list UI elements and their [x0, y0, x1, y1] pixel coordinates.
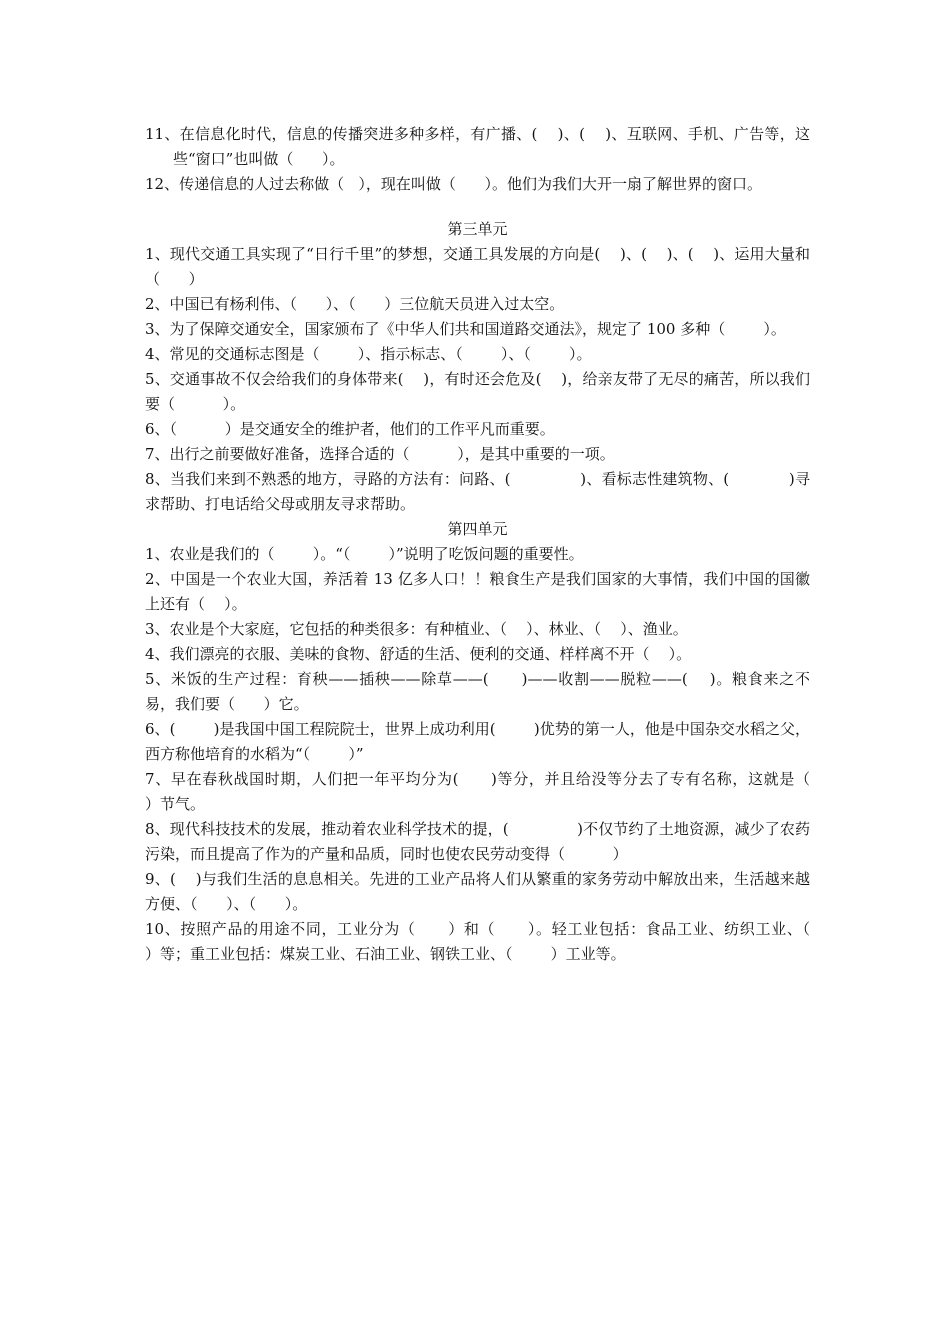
unit4-question-9: 9、( )与我们生活的息息相关。先进的工业产品将人们从繁重的家务劳动中解放出来，生活越来越方便、（ ）、（ ）。	[145, 870, 810, 913]
unit4-question-10: 10、按照产品的用途不同，工业分为（ ）和（ ）。轻工业包括：食品工业、纺织工业、（ ）等；重工业包括：煤炭工业、石油工业、钢铁工业、（ ）工业等。	[145, 920, 839, 963]
unit3-question-6: 6、（ ）是交通安全的维护者，他们的工作平凡而重要。	[145, 420, 555, 438]
document-body	[145, 122, 839, 967]
unit3-question-5: 5、交通事故不仅会给我们的身体带来( )，有时还会危及( )，给亲友带了无尽的痛苦，所以我们要（ ）。	[145, 370, 810, 413]
unit2-question-12: 12、传递信息的人过去称做（ ），现在叫做（ ）。他们为我们大开一扇了解世界的窗口。	[145, 175, 763, 193]
unit3-question-2: 2、中国已有杨利伟、（ ）、（ ）三位航天员进入过太空。	[145, 295, 565, 313]
unit4-question-4: 4、我们漂亮的衣服、美味的食物、舒适的生活、便利的交通、样样离不开（ ）。	[145, 645, 692, 663]
unit4-question-8: 8、现代科技技术的发展，推动着农业科学技术的提，( )不仅节约了土地资源，减少了农药污染，而且提高了作为的产量和品质，同时也使农民劳动变得（ ）	[145, 820, 810, 863]
unit4-heading: 第四单元	[447, 520, 508, 538]
unit3-question-7: 7、出行之前要做好准备，选择合适的（ ），是其中重要的一项。	[145, 445, 615, 463]
unit4-question-5: 5、米饭的生产过程：育秧——插秧——除草——( )——收割——脱粒——( )。粮食来之不易，我们要（ ）它。	[145, 670, 810, 713]
unit2-question-11: 11、在信息化时代，信息的传播突进多种多样，有广播、( )、( )、互联网、手机、广告等，这些“窗口”也叫做（ ）。	[145, 125, 810, 168]
unit4-question-3: 3、农业是个大家庭，它包括的种类很多：有种植业、（ ）、林业、（ ）、渔业。	[145, 620, 688, 638]
unit4-question-6: 6、( )是我国中国工程院院士，世界上成功利用( )优势的第一人，他是中国杂交水稻之父，西方称他培育的水稻为“（ ）”	[145, 720, 810, 763]
unit4-question-7: 7、早在春秋战国时期，人们把一年平均分为( )等分，并且给没等分去了专有名称，这就是（ ）节气。	[145, 770, 839, 813]
unit3-question-8: 8、当我们来到不熟悉的地方，寻路的方法有：问路、( )、看标志性建筑物、( )寻求帮助、打电话给父母或朋友寻求帮助。	[145, 470, 810, 513]
unit4-question-1: 1、农业是我们的（ ）。“（ ）”说明了吃饭问题的重要性。	[145, 545, 584, 563]
unit3-question-4: 4、常见的交通标志图是（ ）、指示标志、（ ）、（ ）。	[145, 345, 592, 363]
unit3-heading: 第三单元	[447, 220, 508, 238]
unit3-question-3: 3、为了保障交通安全，国家颁布了《中华人们共和国道路交通法》，规定了 100 多种（ ）。	[145, 320, 786, 338]
unit3-question-1: 1、现代交通工具实现了“日行千里”的梦想，交通工具发展的方向是( )、( )、( )、运用大量和（ ）	[145, 245, 810, 288]
unit4-question-2: 2、中国是一个农业大国，养活着 13 亿多人口！！粮食生产是我们国家的大事情，我们中国的国徽上还有（ ）。	[145, 570, 810, 613]
